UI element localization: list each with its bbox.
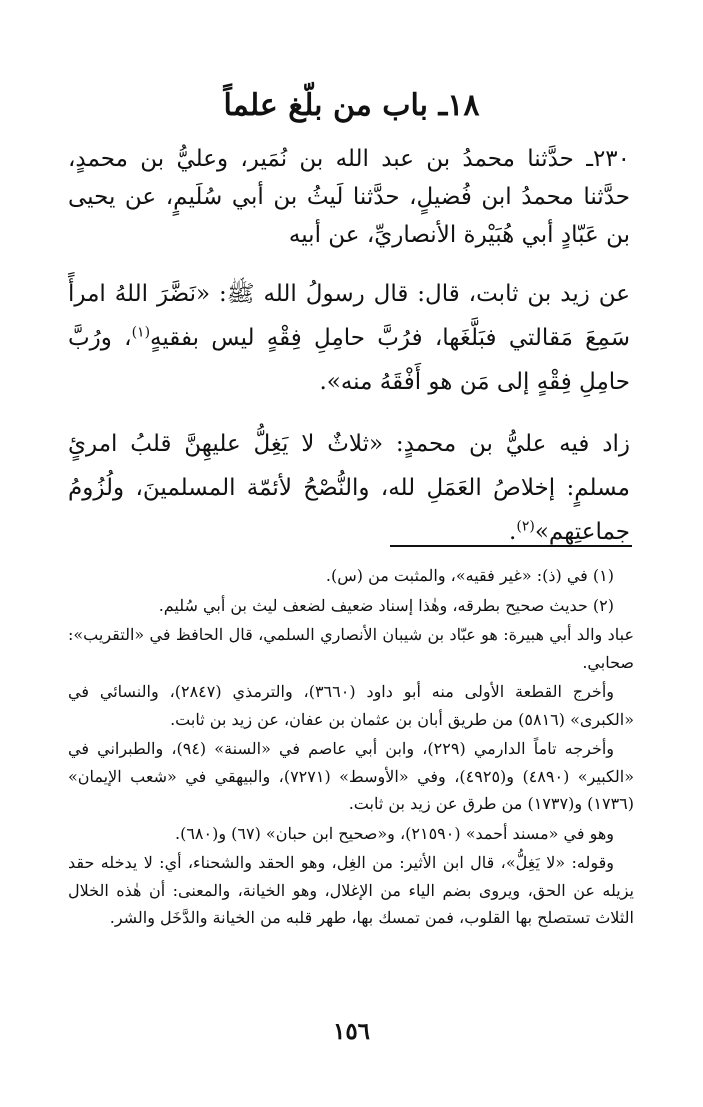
hadith-chain: ٢٣٠ـ حدَّثنا محمدُ بن عبد الله بن نُمَير، وعليُّ بن محمدٍ، حدَّثنا محمدُ ابن فُضيلٍ، حدَّثنا لَيثُ بن أبي سُلَيمٍ، عن يحيى بن عَبّادٍ أبي هُبَيْرة الأنصاريِّ، عن أبيه: [68, 146, 630, 248]
hadith-addition: [68, 422, 630, 554]
footnote-2-sources-ahmad: وهو في «مسند أحمد» (٢١٥٩٠)، و«صحيح ابن حبان» (٦٧) و(٦٨٠).: [175, 823, 614, 843]
footnote-1: (١) في (ذ): «غير فقيه»، والمثبت من (س).: [325, 566, 614, 585]
footnote-2-sources-darimi: وأخرجه تاماً الدارمي (٢٢٩)، وابن أبي عاصم في «السنة» (٩٤)، والطبراني في «الكبير» (٤٨٩٠) و(٤٩٢٥)، وفي «الأوسط» (٧٢٧١)، والبيهقي في «شعب الإيمان» (١٧٣٦) و(١٧٣٧) من طرق عن زيد بن ثابت.: [68, 739, 634, 813]
hadith-text: [68, 272, 630, 404]
hadith-body: [68, 140, 630, 554]
footnote-2: (٢) حديث صحيح بطرقه، وهٰذا إسناد ضعيف لضعف ليث بن أبي سُليم.: [158, 595, 614, 615]
footnote-ref-1: (١): [131, 324, 151, 341]
hadith-addition-part2: .: [509, 519, 517, 545]
footnote-2-explanation: وقوله: «لا يَغِلُّ»، قال ابن الأثير: من الغِل، وهو الحقد والشحناء، أي: لا يدخله حقد يزيله عن الحق، ويروى بضم الياء من الإغلال، وهو الخيانة، والمعنى: أن هٰذه الخلال الثلاث تستصلح بها القلوب، فمن تمسك بها، طهر قلبه من الخيانة والدَّخَل والشر.: [68, 853, 634, 927]
chapter-title: ١٨ـ باب من بلّغ علماً: [223, 88, 480, 123]
hadith-addition-part1: زاد فيه عليُّ بن محمدٍ: «ثلاثٌ لا يَغِلُّ عليهِنَّ قلبُ امرئٍ مسلمٍ: إخلاصُ العَمَلِ لله، والنُّصْحُ لأئمّة المسلمينَ، ولُزُومُ جماعتِهم»: [68, 431, 630, 545]
footnote-ref-2: (٢): [516, 518, 535, 535]
footnotes: [68, 562, 634, 934]
hadith-text-part1: عن زيد بن ثابت، قال: قال رسولُ الله ﷺ: «نَضَّرَ اللهُ امرأً سَمِعَ مَقالتي فبَلَّغَها، فرُبَّ حامِلِ فِقْهٍ ليس بفقيهٍ: [68, 281, 630, 351]
footnote-2-narrator: عباد والد أبي هبيرة: هو عبّاد بن شيبان الأنصاري السلمي، قال الحافظ في «التقريب»: صحابي.: [68, 625, 634, 672]
footnote-divider: [390, 545, 632, 547]
page-number: ١٥٦: [332, 1018, 371, 1045]
footnote-2-sources-abudawud: وأخرج القطعة الأولى منه أبو داود (٣٦٦٠)، والترمذي (٢٨٤٧)، والنسائي في «الكبرى» (٥٨١٦) من طريق أبان بن عثمان بن عفان، عن زيد بن ثابت.: [68, 682, 634, 729]
hadith-text-part2: ، ورُبَّ حامِلِ فِقْهٍ إلى مَن هو أَفْقَهُ منه».: [68, 325, 630, 395]
